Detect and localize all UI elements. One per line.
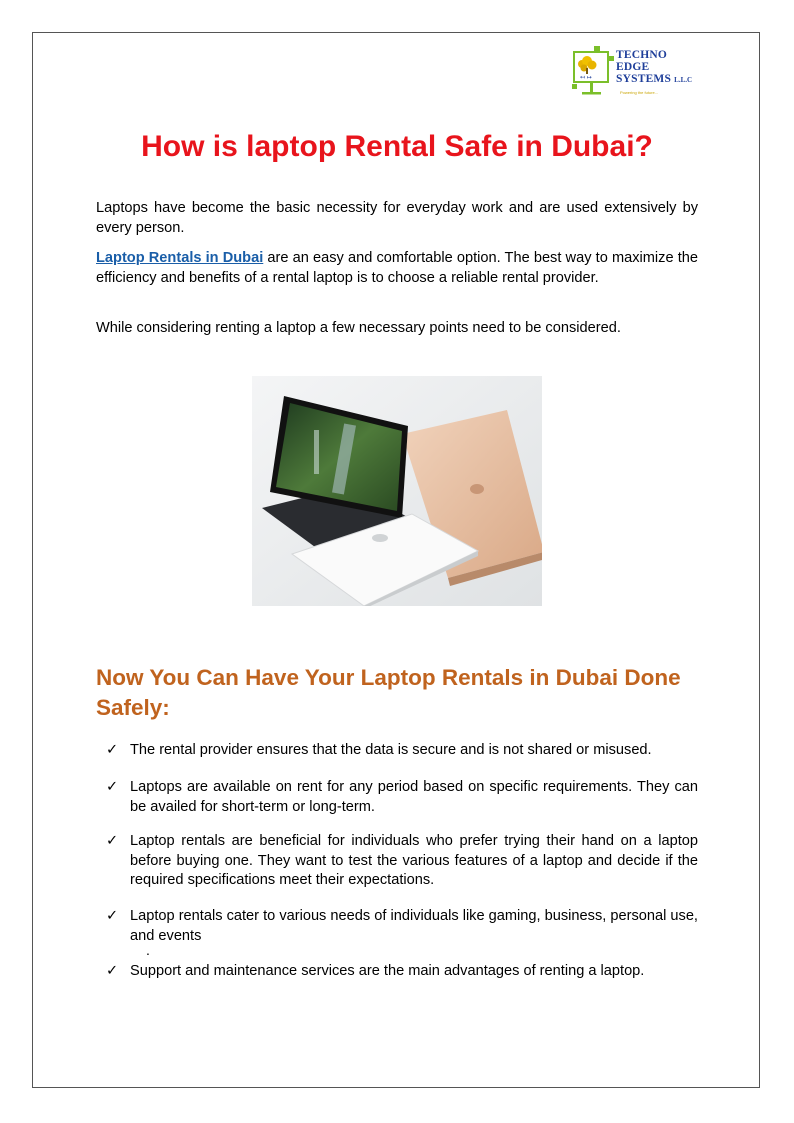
intro-paragraph-2 bbox=[96, 248, 698, 288]
bullet-text: Support and maintenance services are the main advantages of renting a laptop. bbox=[130, 963, 645, 979]
svg-text:↤ ↦: ↤ ↦ bbox=[580, 75, 592, 81]
checkmark-icon: ✓ bbox=[106, 833, 119, 849]
checkmark-icon: ✓ bbox=[106, 908, 119, 924]
intro-paragraph-3: While considering renting a laptop a few necessary points need to be considered. bbox=[96, 320, 621, 336]
stray-period: . bbox=[146, 942, 150, 958]
bullet-item bbox=[106, 778, 698, 817]
logo-line-2: EDGE bbox=[616, 61, 650, 73]
checkmark-icon: ✓ bbox=[106, 742, 119, 758]
logo-llc: L.L.C bbox=[674, 76, 693, 84]
logo-wordmark bbox=[616, 49, 692, 86]
bullet-text: Laptop rentals cater to various needs of individuals like gaming, business, personal use, and events bbox=[130, 908, 698, 944]
logo-systems: SYSTEMS bbox=[616, 73, 672, 85]
intro-paragraph-1: Laptops have become the basic necessity for everyday work and are used extensively by every person. bbox=[96, 200, 698, 236]
checkmark-icon: ✓ bbox=[106, 963, 119, 979]
logo-line-3 bbox=[616, 73, 692, 86]
bullet-item bbox=[106, 741, 698, 761]
bullet-item bbox=[106, 907, 698, 946]
laptop-rentals-link[interactable]: Laptop Rentals in Dubai bbox=[96, 250, 264, 266]
intro-paragraph-2-text: are an easy and comfortable option. The best way to maximize the efficiency and benefits of a rental laptop is to choose a reliable rental provider. bbox=[96, 250, 698, 286]
logo-monitor-icon bbox=[572, 46, 616, 102]
bullet-text: The rental provider ensures that the data is secure and is not shared or misused. bbox=[130, 742, 652, 758]
checkmark-icon: ✓ bbox=[106, 779, 119, 795]
bullet-text: Laptops are available on rent for any period based on specific requirements. They can be availed for short-term or long-term. bbox=[130, 779, 698, 815]
laptops-photo bbox=[252, 376, 542, 606]
section-heading: Now You Can Have Your Laptop Rentals in Dubai Done Safely: bbox=[96, 665, 681, 720]
logo-line-1: TECHNO bbox=[616, 49, 668, 61]
bullet-text: Laptop rentals are beneficial for individuals who prefer trying their hand on a laptop before buying one. They want to test the various features of a laptop and decide if the required specifications meet their expectations. bbox=[130, 833, 698, 888]
bullet-item bbox=[106, 832, 698, 891]
bullet-item bbox=[106, 962, 698, 982]
logo-tagline: Powering the future... bbox=[620, 90, 659, 95]
company-logo bbox=[572, 46, 696, 102]
page-title: How is laptop Rental Safe in Dubai? bbox=[141, 130, 653, 163]
